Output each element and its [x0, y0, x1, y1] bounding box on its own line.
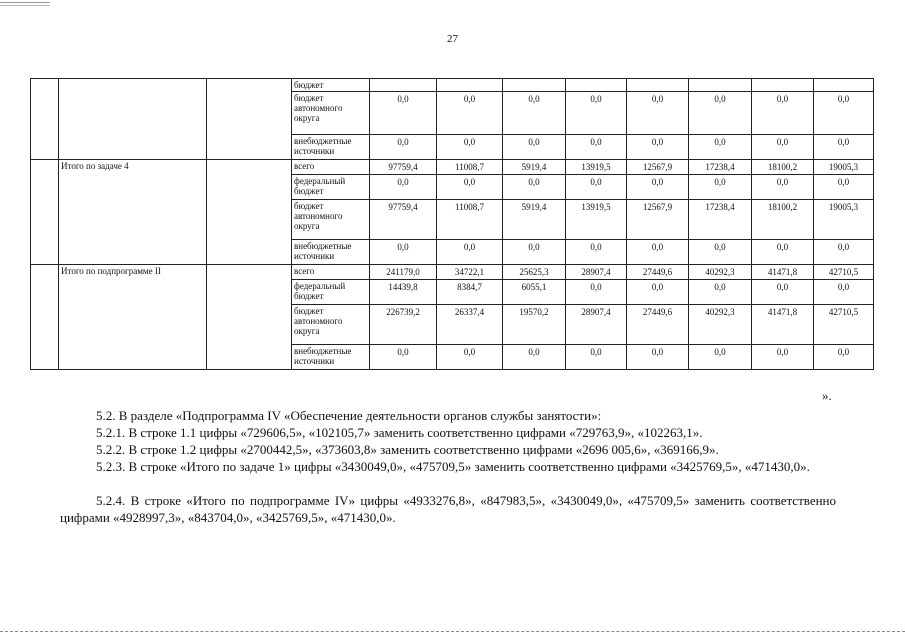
value-cell: 0,0 [627, 135, 689, 160]
value-cell: 0,0 [814, 240, 874, 265]
value-cell: 12567,9 [627, 160, 689, 175]
value-cell: 0,0 [689, 135, 752, 160]
executor-cell [207, 79, 292, 160]
value-cell: 13919,5 [566, 200, 627, 240]
value-cell: 8384,7 [437, 280, 503, 305]
value-cell: 0,0 [370, 345, 437, 370]
value-cell: 0,0 [437, 135, 503, 160]
value-cell: 0,0 [752, 135, 814, 160]
funding-source-cell: внебюджетные источники [292, 240, 370, 265]
value-cell: 0,0 [503, 175, 566, 200]
value-cell: 0,0 [627, 280, 689, 305]
value-cell: 0,0 [752, 175, 814, 200]
executor-cell [207, 265, 292, 370]
row-index-cell [31, 265, 59, 370]
value-cell: 0,0 [627, 175, 689, 200]
value-cell: 0,0 [752, 92, 814, 135]
value-cell: 27449,6 [627, 305, 689, 345]
page-number: 27 [447, 33, 458, 45]
value-cell: 41471,8 [752, 265, 814, 280]
value-cell: 0,0 [370, 92, 437, 135]
value-cell: 0,0 [689, 175, 752, 200]
funding-source-cell: бюджет автономного округа [292, 305, 370, 345]
value-cell: 0,0 [689, 240, 752, 265]
paragraph-5-2-1: 5.2.1. В строке 1.1 цифры «729606,5», «102105,7» заменить соответственно цифрами «729763,9», «102263,1». [96, 425, 703, 440]
value-cell: 14439,8 [370, 280, 437, 305]
value-cell: 17238,4 [689, 160, 752, 175]
value-cell: 0,0 [437, 240, 503, 265]
value-cell [370, 79, 437, 92]
paragraph-5-2-3: 5.2.3. В строке «Итого по задаче 1» цифры «3430049,0», «475709,5» заменить соответственно цифрами «3425769,5», «471430,0». [96, 459, 810, 474]
value-cell [437, 79, 503, 92]
funding-source-cell: федеральный бюджет [292, 280, 370, 305]
value-cell: 19005,3 [814, 160, 874, 175]
funding-source-cell: бюджет [292, 79, 370, 92]
value-cell: 241179,0 [370, 265, 437, 280]
value-cell: 6055,1 [503, 280, 566, 305]
scan-edge-mark [0, 2, 50, 6]
funding-source-cell: федеральный бюджет [292, 175, 370, 200]
table-row [31, 265, 874, 280]
value-cell: 19570,2 [503, 305, 566, 345]
value-cell: 0,0 [370, 175, 437, 200]
value-cell: 11008,7 [437, 160, 503, 175]
value-cell: 0,0 [814, 280, 874, 305]
value-cell: 0,0 [437, 92, 503, 135]
group-title-cell: Итого по задаче 4 [59, 160, 207, 265]
value-cell [689, 79, 752, 92]
value-cell: 27449,6 [627, 265, 689, 280]
value-cell: 28907,4 [566, 305, 627, 345]
group-title-cell: Итого по подпрограмме II [59, 265, 207, 370]
value-cell: 5919,4 [503, 160, 566, 175]
table-row [31, 160, 874, 175]
value-cell: 40292,3 [689, 305, 752, 345]
value-cell: 0,0 [814, 175, 874, 200]
value-cell: 0,0 [814, 345, 874, 370]
value-cell: 13919,5 [566, 160, 627, 175]
value-cell: 42710,5 [814, 305, 874, 345]
value-cell: 0,0 [689, 92, 752, 135]
value-cell: 0,0 [566, 92, 627, 135]
value-cell: 5919,4 [503, 200, 566, 240]
group-title-cell [59, 79, 207, 160]
value-cell [503, 79, 566, 92]
value-cell: 97759,4 [370, 200, 437, 240]
value-cell: 0,0 [627, 240, 689, 265]
value-cell: 17238,4 [689, 200, 752, 240]
value-cell: 0,0 [752, 240, 814, 265]
value-cell: 0,0 [566, 135, 627, 160]
value-cell: 0,0 [503, 240, 566, 265]
value-cell: 0,0 [370, 240, 437, 265]
budget-table-body [31, 79, 874, 370]
value-cell [752, 79, 814, 92]
value-cell: 0,0 [814, 135, 874, 160]
value-cell [566, 79, 627, 92]
paragraph-5-2-2: 5.2.2. В строке 1.2 цифры «2700442,5», «373603,8» заменить соответственно цифрами «2696 005,6», «369166,9». [96, 442, 719, 457]
value-cell: 0,0 [437, 175, 503, 200]
value-cell: 0,0 [814, 92, 874, 135]
value-cell: 0,0 [689, 345, 752, 370]
paragraph-5-2: 5.2. В разделе «Подпрограмма IV «Обеспечение деятельности органов службы занятости»: [96, 408, 602, 423]
value-cell [814, 79, 874, 92]
funding-source-cell: бюджет автономного округа [292, 92, 370, 135]
closing-quote: ». [822, 388, 832, 403]
funding-source-cell: внебюджетные источники [292, 345, 370, 370]
value-cell: 18100,2 [752, 160, 814, 175]
value-cell: 0,0 [627, 92, 689, 135]
value-cell: 0,0 [566, 345, 627, 370]
value-cell: 41471,8 [752, 305, 814, 345]
value-cell: 0,0 [627, 345, 689, 370]
executor-cell [207, 160, 292, 265]
scan-edge-mark-bottom [0, 631, 905, 634]
value-cell: 0,0 [503, 135, 566, 160]
value-cell: 0,0 [503, 345, 566, 370]
value-cell: 0,0 [566, 280, 627, 305]
value-cell: 0,0 [503, 92, 566, 135]
budget-table [30, 78, 874, 370]
table-row [31, 79, 874, 92]
row-index-cell [31, 79, 59, 160]
value-cell: 0,0 [370, 135, 437, 160]
value-cell: 26337,4 [437, 305, 503, 345]
value-cell: 0,0 [566, 240, 627, 265]
funding-source-cell: всего [292, 265, 370, 280]
value-cell: 0,0 [437, 345, 503, 370]
funding-source-cell: бюджет автономного округа [292, 200, 370, 240]
value-cell: 42710,5 [814, 265, 874, 280]
funding-source-cell: внебюджетные источники [292, 135, 370, 160]
value-cell: 28907,4 [566, 265, 627, 280]
value-cell: 0,0 [689, 280, 752, 305]
value-cell [627, 79, 689, 92]
value-cell: 0,0 [752, 345, 814, 370]
funding-source-cell: всего [292, 160, 370, 175]
value-cell: 34722,1 [437, 265, 503, 280]
value-cell: 40292,3 [689, 265, 752, 280]
row-index-cell [31, 160, 59, 265]
value-cell: 19005,3 [814, 200, 874, 240]
value-cell: 0,0 [566, 175, 627, 200]
value-cell: 25625,3 [503, 265, 566, 280]
value-cell: 12567,9 [627, 200, 689, 240]
paragraph-5-2-4: 5.2.4. В строке «Итого по подпрограмме IV» цифры «4933276,8», «847983,5», «3430049,0», «475709,5» заменить соответственно цифрами «4928997,3», «843704,0», «3425769,5», «471430,0». [60, 493, 836, 525]
value-cell: 0,0 [752, 280, 814, 305]
value-cell: 18100,2 [752, 200, 814, 240]
value-cell: 97759,4 [370, 160, 437, 175]
value-cell: 226739,2 [370, 305, 437, 345]
value-cell: 11008,7 [437, 200, 503, 240]
